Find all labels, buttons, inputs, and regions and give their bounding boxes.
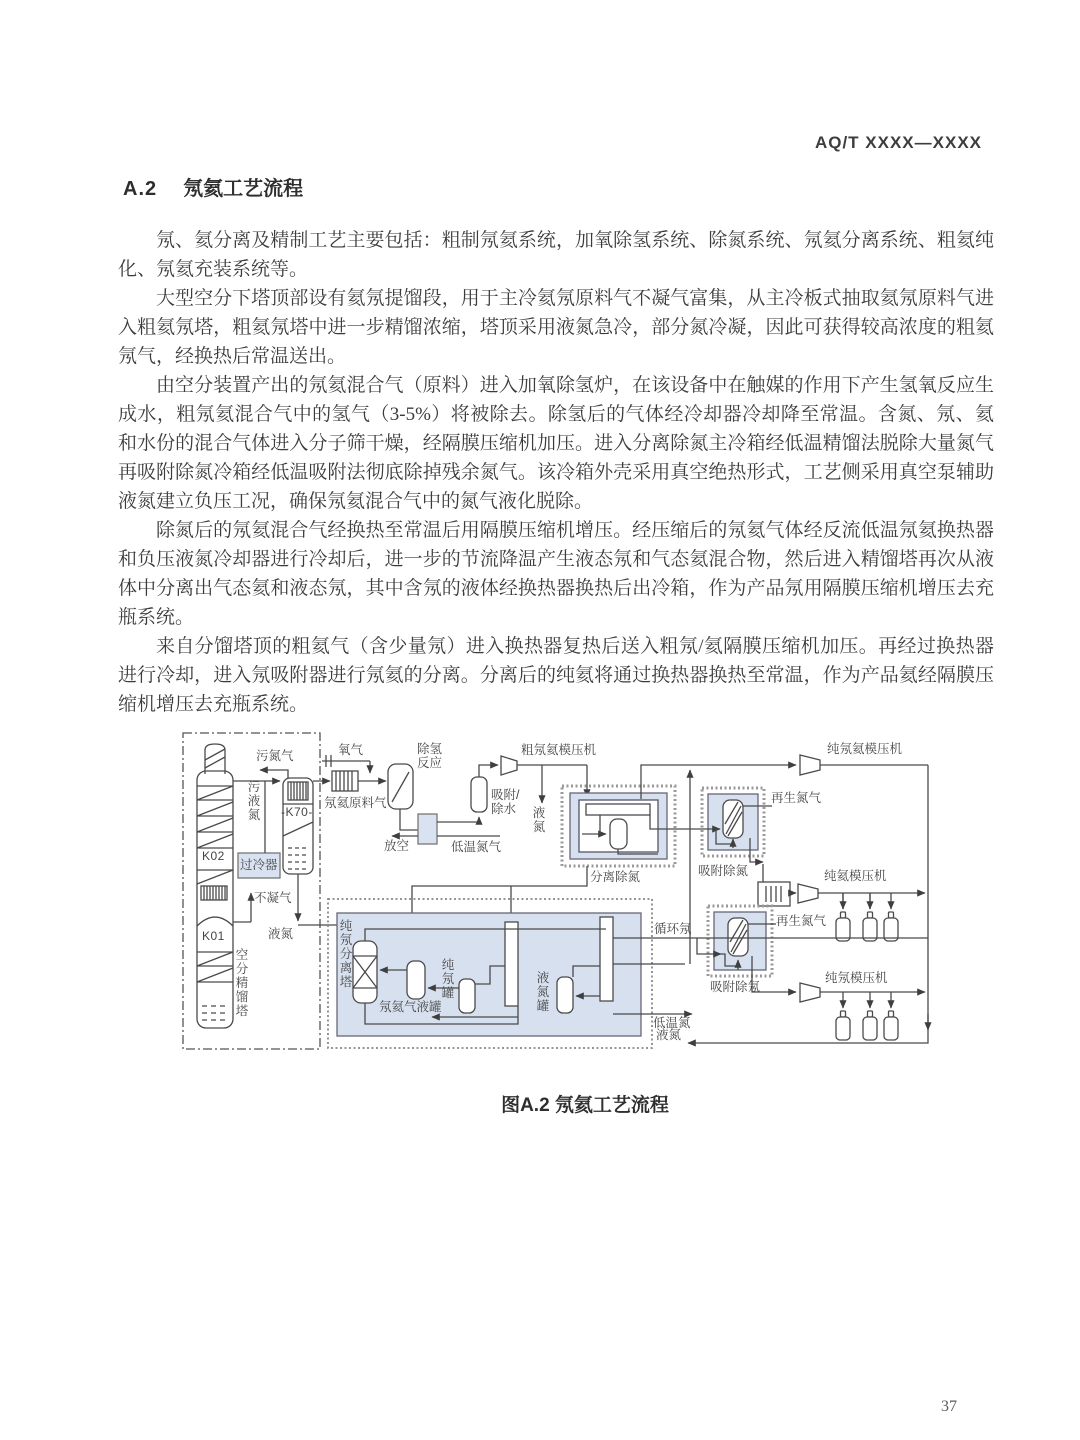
label-k70: -K70- (281, 805, 313, 819)
label-pure-ne-tank: 纯氖罐 (440, 958, 454, 1000)
label-liquid-n2-tank: 液氮罐 (535, 971, 549, 1013)
label-circulating-ne: 循环氖 (654, 922, 692, 936)
label-k02: K02 (202, 849, 225, 863)
label-feed-gas: 氖氦原料气 (324, 796, 387, 810)
doc-code: AQ/T XXXX—XXXX (814, 133, 982, 152)
label-cold-n2: 低温氮 (653, 1016, 691, 1030)
label-pure-ne-compressor: 纯氖模压机 (825, 971, 888, 985)
pure-he-compressor-set (758, 882, 925, 941)
paragraph-4: 除氮后的氖氦混合气经换热至常温后用隔膜压缩机增压。经压缩后的氖氦气体经反流低温氖氦换热器和负压液氮冷却器进行冷却后，进一步的节流降温产生液态氖和气态氦混合物，然后进入精馏塔再次从液体中分离出气态氦和液态氖，其中含氖的液体经换热器换热后出冷箱，作为产品氖用隔膜压缩机增压去充瓶系统。 (118, 520, 994, 628)
label-liquid-n2-bottom: 液氮 (656, 1028, 682, 1042)
label-pure-ne-column: 纯氖分离塔 (338, 919, 352, 989)
label-subcooler: 过冷器 (240, 858, 278, 872)
body-text (118, 226, 994, 719)
label-n2-separation: 分离除氮 (590, 870, 641, 884)
label-asu-column: 空分精馏塔 (234, 948, 248, 1018)
process-diagram-svg (180, 726, 960, 1076)
label-dirty-n2-gas: 污氮气 (256, 749, 294, 763)
label-deoxo-reactor: 除氢反应 (417, 742, 443, 770)
paragraph-2: 大型空分下塔顶部设有氦氖提馏段，用于主冷氦氖原料气不凝气富集，从主冷板式抽取氦氖原料气进入粗氦氖塔，粗氦氖塔中进一步精馏浓缩，塔顶采用液氮急冷，部分氮冷凝，因此可获得较高浓度的粗氦氖气，经换热后常温送出。 (118, 288, 994, 367)
page-number: 37 (941, 1398, 957, 1415)
label-cold-n2-gas: 低温氮气 (451, 840, 502, 854)
paragraph-5: 来自分馏塔顶的粗氦气（含少量氖）进入换热器复热后送入粗氖/氦隔膜压缩机加压。再经过换热器进行冷却，进入氖吸附器进行氖氦的分离。分离后的纯氦将通过换热器换热至常温，作为产品氦经隔膜压缩机增压去充瓶系统。 (118, 636, 994, 715)
figure-caption: 图A.2 氖氦工艺流程 (501, 1095, 669, 1116)
label-liquid-n2-mid: 液氮 (531, 806, 545, 834)
label-pure-he-compressor: 纯氦模压机 (824, 869, 887, 883)
label-regen-n2-2: 再生氮气 (776, 914, 827, 928)
label-pure-nehe-compressor: 纯氖氦模压机 (827, 742, 903, 756)
paragraph-3: 由空分装置产出的氖氦混合气（原料）进入加氧除氢炉，在该设备中在触媒的作用下产生氢氧反应生成水，粗氖氦混合气中的氢气（3-5%）将被除去。除氢后的气体经冷却器冷却降至常温。含氮、氖、氦和水份的混合气体进入分子筛干燥，经隔膜压缩机加压。进入分离除氮主冷箱经低温精馏法脱除大量氮气再吸附除氮冷箱经低温吸附法彻底除掉残余氮气。该冷箱外壳采用真空绝热形式，工艺侧采用真空泵辅助液氮建立负压工况，确保氖氦混合气中的氮气液化脱除。 (118, 375, 994, 512)
label-vent: 放空 (384, 839, 410, 853)
paragraph-1: 氖、氦分离及精制工艺主要包括：粗制氖氦系统，加氧除氢系统、除氮系统、氖氦分离系统、粗氦纯化、氖氦充装系统等。 (118, 230, 994, 280)
label-regen-n2-1: 再生氮气 (771, 791, 822, 805)
section-title: 氖氦工艺流程 (183, 178, 304, 200)
pure-ne-compressor-set (800, 983, 925, 1040)
label-noncondensable-gas: 不凝气 (254, 891, 292, 905)
label-k01: K01 (202, 929, 225, 943)
label-ne-adsorption: 吸附除氖 (710, 980, 761, 994)
label-dryer: 吸附/除水 (491, 788, 520, 816)
section-number: A.2 (123, 178, 158, 200)
label-gas-liquid-tank: 氖氦气液罐 (379, 1000, 442, 1014)
label-liquid-n2-left: 液氮 (268, 927, 294, 941)
section-heading (123, 172, 303, 201)
label-dirty-liquid-n2: 污液氮 (246, 780, 260, 822)
label-oxygen: 氧气 (338, 743, 364, 757)
label-n2-adsorption: 吸附除氮 (698, 864, 749, 878)
label-crude-nehe-compressor: 粗氖氦模压机 (521, 743, 597, 757)
process-flow-figure (180, 726, 960, 1076)
